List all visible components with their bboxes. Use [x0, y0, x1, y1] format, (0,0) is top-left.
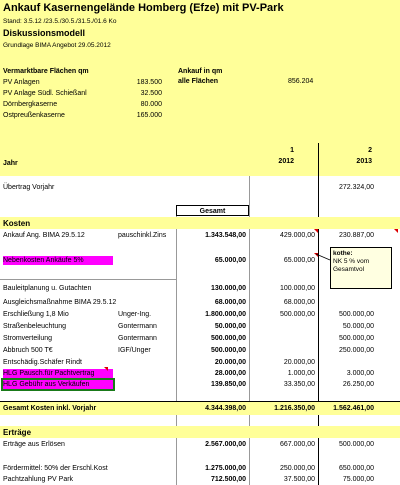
gesamt-kosten-total: 4.344.398,00: [205, 405, 246, 412]
row-y1: 667.000,00: [279, 441, 315, 448]
table-row: [0, 322, 400, 331]
row-note: pauschinkl.Zins: [118, 232, 167, 239]
row-label: Bauleitplanung u. Gutachten: [3, 285, 92, 292]
sheet-title: Ankauf Kasernengelände Homberg (Efze) mit PV-Park: [3, 2, 284, 14]
header-block-right: [318, 0, 400, 143]
comment-text: Gesamtvol: [333, 266, 365, 273]
flaeche-value: 32.500: [140, 90, 162, 97]
jahr-label: Jahr: [3, 160, 18, 167]
table-row: [0, 346, 400, 355]
uebertrag-label: Übertrag Vorjahr: [3, 184, 55, 191]
row-label: Fördermittel: 50% der Erschl.Kost: [3, 465, 108, 472]
subtitle: Diskussionsmodell: [3, 28, 86, 38]
flaeche-value: 165.000: [136, 112, 162, 119]
ankauf-value: 856.204: [288, 78, 314, 85]
row-note: Gontermann: [118, 335, 157, 342]
row-gesamt: 1.343.548,00: [205, 232, 246, 239]
comment-marker-icon[interactable]: [314, 229, 318, 233]
row-label-highlighted: Nebenkosten Ankäufe 5%: [3, 256, 113, 265]
row-y2: 230.887,00: [338, 232, 374, 239]
row-y2: 50.000,00: [342, 323, 374, 330]
row-note: Gontermann: [118, 323, 157, 330]
table-row: [0, 334, 400, 343]
ertraege-band: [0, 426, 400, 438]
year-2-number: 2: [368, 147, 372, 154]
row-label-highlighted-selected[interactable]: HLG Gebühr aus Verkäufen: [3, 380, 113, 389]
divider: [0, 279, 176, 280]
row-y1: 37.500,00: [283, 476, 315, 483]
row-label: Abbruch 500 T€: [3, 347, 53, 354]
gesamt-header: Gesamt: [176, 205, 249, 216]
row-y2: 650.000,00: [338, 465, 374, 472]
row-y2: 500.000,00: [338, 441, 374, 448]
table-row: [0, 475, 400, 484]
table-row: [0, 440, 400, 449]
row-gesamt: 500.000,00: [210, 335, 246, 342]
comment-marker-icon[interactable]: [394, 229, 398, 233]
row-y2: 3.000,00: [346, 370, 374, 377]
grundlage-text: Grundlage BIMA Angebot 29.05.2012: [3, 42, 111, 49]
row-gesamt: 2.567.000,00: [205, 441, 246, 448]
year-1-number: 1: [290, 147, 294, 154]
ankauf-header-1: Ankauf in qm: [178, 68, 223, 75]
row-label: Erträge aus Erlösen: [3, 441, 65, 448]
table-row: [0, 464, 400, 473]
uebertrag-y2: 272.324,00: [338, 184, 374, 191]
row-y1: 100.000,00: [279, 285, 315, 292]
row-gesamt: 1.800.000,00: [205, 311, 246, 318]
flaechen-header: Vermarktbare Flächen qm: [3, 68, 89, 75]
row-y1: 1.000,00: [287, 370, 315, 377]
row-y2: 500.000,00: [338, 335, 374, 342]
row-y2: 26.250,00: [342, 381, 374, 388]
flaeche-label: PV Anlagen: [3, 79, 40, 86]
row-gesamt: 28.000,00: [214, 370, 246, 377]
table-row: [0, 231, 400, 240]
gesamt-kosten-label: Gesamt Kosten inkl. Vorjahr: [3, 405, 97, 412]
stand-text: Stand: 3.5.12 /23.5./30.5./31.5./01.6 Ko: [3, 18, 117, 25]
gesamt-kosten-y2: 1.562.461,00: [333, 405, 374, 412]
row-label: Erschließung 1,8 Mio: [3, 311, 69, 318]
row-y1: 65.000,00: [283, 257, 315, 264]
row-gesamt: 20.000,00: [214, 359, 246, 366]
table-row: [0, 358, 400, 367]
cell-comment-box[interactable]: [330, 247, 392, 289]
row-y1: 68.000,00: [283, 299, 315, 306]
row-y2: 250.000,00: [338, 347, 374, 354]
uebertrag-row: [0, 183, 400, 192]
row-gesamt: 712.500,00: [210, 476, 246, 483]
row-note: Unger-Ing.: [118, 311, 152, 318]
row-gesamt: 50.000,00: [214, 323, 246, 330]
row-y1: 429.000,00: [279, 232, 315, 239]
row-gesamt: 1.275.000,00: [205, 465, 246, 472]
comment-marker-icon[interactable]: [104, 367, 108, 371]
ankauf-header-2: alle Flächen: [178, 78, 219, 85]
row-label: Entschädig.Schäfer Rindt: [3, 359, 82, 366]
row-label: Stromverteilung: [3, 335, 53, 342]
table-row: [0, 298, 400, 307]
row-gesamt: 139.850,00: [210, 381, 246, 388]
flaeche-label: Ostpreußenkaserne: [3, 112, 65, 119]
year-2-label: 2013: [356, 158, 372, 165]
year-1-label: 2012: [278, 158, 294, 165]
row-y2: 75.000,00: [342, 476, 374, 483]
ertraege-label: Erträge: [3, 428, 32, 437]
row-label: Ausgleichsmaßnahme BIMA 29.5.12: [3, 299, 117, 306]
row-gesamt: 68.000,00: [214, 299, 246, 306]
kosten-band: [0, 217, 400, 229]
gesamt-kosten-y1: 1.216.350,00: [274, 405, 315, 412]
comment-author: kothe:: [333, 250, 353, 257]
table-row: [0, 310, 400, 319]
row-gesamt: 65.000,00: [214, 257, 246, 264]
flaeche-value: 183.500: [136, 79, 162, 86]
row-y1: 250.000,00: [279, 465, 315, 472]
comment-text: NK 5 % vom: [333, 258, 370, 265]
table-row: [0, 369, 400, 378]
flaeche-value: 80.000: [140, 101, 162, 108]
flaeche-label: Dörnbergkaserne: [3, 101, 58, 108]
row-y1: 33.350,00: [283, 381, 315, 388]
row-label-highlighted: HLG Pausch.für Pachtvertrag: [3, 369, 113, 378]
row-label: Straßenbeleuchtung: [3, 323, 67, 330]
gesamt-kosten-row: [0, 404, 400, 413]
row-gesamt: 500.000,00: [210, 347, 246, 354]
row-gesamt: 130.000,00: [210, 285, 246, 292]
table-row[interactable]: [0, 380, 400, 389]
row-y2: 500.000,00: [338, 311, 374, 318]
row-note: IGF/Unger: [118, 347, 151, 354]
row-y1: 500.000,00: [279, 311, 315, 318]
flaeche-label: PV Anlage Südl. Schießanl: [3, 90, 87, 97]
kosten-label: Kosten: [3, 219, 31, 228]
row-y1: 20.000,00: [283, 359, 315, 366]
row-label: Ankauf Ang. BIMA 29.5.12: [3, 232, 85, 239]
row-label: Pachtzahlung PV Park: [3, 476, 74, 483]
